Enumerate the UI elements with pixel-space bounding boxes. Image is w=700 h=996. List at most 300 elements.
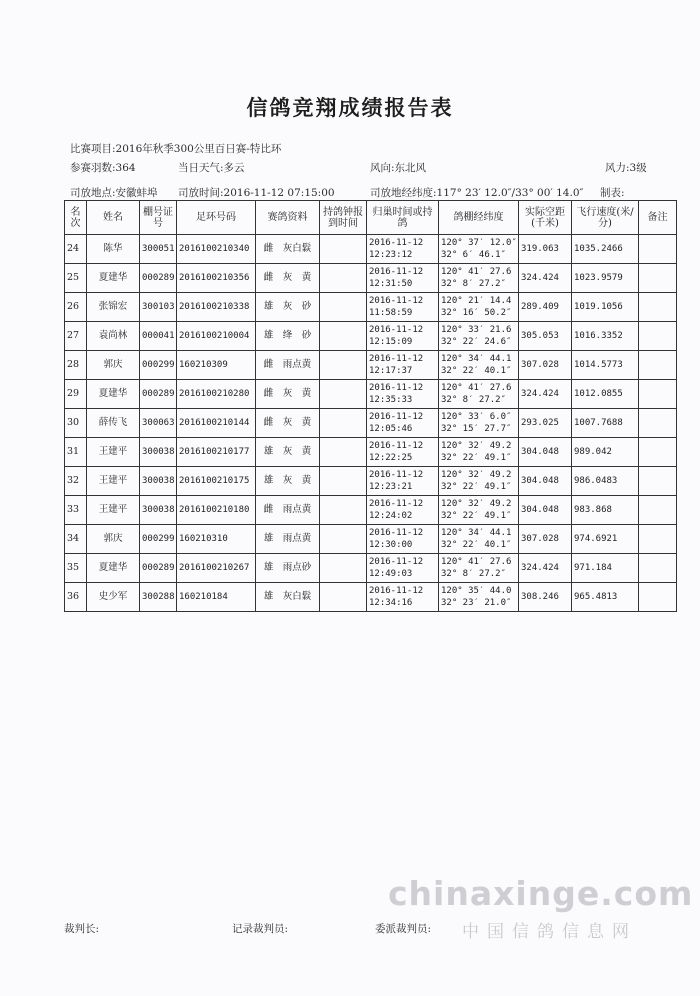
arrival-time-cell-time: 12:15:09 [369,337,413,347]
release-location: 司放地点:安徽蚌埠 [70,187,158,199]
column-header: 名次 [65,201,87,235]
column-header: 棚号证号 [140,201,177,235]
distance-cell-distance: 289.409 [521,302,559,312]
arrival-time-cell [367,351,439,380]
arrival-time-cell-date: 2016-11-12 [369,267,424,277]
loft-coordinates-cell [439,438,519,467]
rank-cell-rank: 24 [67,243,80,254]
loft-cell [140,380,177,409]
ring-cell-ring: 2016100210177 [179,447,250,457]
release-time: 司放时间:2016-11-12 07:15:00 [178,187,335,199]
speed-cell-speed: 1012.0855 [574,389,623,399]
distance-cell-distance: 307.028 [521,360,559,370]
loft-coordinates-cell-lon: 120° 35′ 44.0 [441,586,512,596]
speed-cell [572,235,639,264]
name-cell-name: 薛传飞 [98,417,128,428]
name-cell-name: 陈华 [103,243,123,254]
speed-cell [572,380,639,409]
note-cell [639,554,677,583]
arrival-time-cell-date: 2016-11-12 [369,470,424,480]
loft-coordinates-cell [439,264,519,293]
distance-cell-distance: 324.424 [521,273,559,283]
ring-cell [177,351,256,380]
table-body [65,235,677,612]
column-header: 姓名 [87,201,140,235]
clock-time-cell [320,322,367,351]
arrival-time-cell [367,293,439,322]
ring-cell [177,467,256,496]
loft-cell [140,438,177,467]
ring-cell-ring: 2016100210280 [179,389,250,399]
distance-cell [519,235,572,264]
pigeon-info-cell [256,496,320,525]
pigeon-info-cell [256,554,320,583]
arrival-time-cell [367,409,439,438]
loft-coordinates-cell [439,467,519,496]
speed-cell-speed: 1023.9579 [574,273,623,283]
arrival-time-cell [367,496,439,525]
ring-cell [177,583,256,612]
loft-coordinates-cell-lat: 32° 6′ 46.1″ [441,250,507,260]
name-cell [87,583,140,612]
ring-cell [177,554,256,583]
loft-coordinates-cell-lat: 32° 22′ 40.1″ [441,540,512,550]
pigeon-info-cell [256,322,320,351]
table-row [65,235,677,264]
wind-direction: 风向:东北风 [370,162,427,174]
ring-cell [177,293,256,322]
speed-cell [572,409,639,438]
table-row [65,351,677,380]
loft-cell-loft: 000299 [142,360,175,370]
speed-cell [572,467,639,496]
note-cell [639,467,677,496]
name-cell-name: 袁尚林 [98,330,128,341]
arrival-time-cell [367,264,439,293]
rank-cell-rank: 35 [67,562,80,573]
arrival-time-cell-date: 2016-11-12 [369,325,424,335]
loft-cell-loft: 000289 [142,563,175,573]
arrival-time-cell-time: 12:34:16 [369,598,413,608]
name-cell-name: 张锦宏 [98,301,128,312]
speed-cell [572,525,639,554]
speed-cell-speed: 983.868 [574,505,612,515]
arrival-time-cell [367,583,439,612]
pigeon-info-cell-info: 雄 绛 砂 [263,330,312,341]
arrival-time-cell-date: 2016-11-12 [369,499,424,509]
speed-cell [572,293,639,322]
loft-coordinates-cell-lon: 120° 34′ 44.1 [441,354,512,364]
loft-coordinates-cell-lon: 120° 41′ 27.6 [441,557,512,567]
loft-cell-loft: 000041 [142,331,175,341]
clock-time-cell [320,525,367,554]
pigeon-info-cell [256,351,320,380]
column-header: 备注 [639,201,677,235]
loft-cell-loft: 300051 [142,244,175,254]
ring-cell [177,380,256,409]
distance-cell [519,467,572,496]
pigeon-info-cell-info: 雌 灰 黄 [263,417,312,428]
speed-cell-speed: 1014.5773 [574,360,623,370]
speed-cell-speed: 1035.2466 [574,244,623,254]
distance-cell-distance: 293.025 [521,418,559,428]
distance-cell-distance: 324.424 [521,389,559,399]
name-cell-name: 夏建华 [98,388,128,399]
loft-cell [140,525,177,554]
arrival-time-cell-date: 2016-11-12 [369,238,424,248]
note-cell [639,351,677,380]
ring-cell-ring: 160210184 [179,592,228,602]
arrival-time-cell [367,380,439,409]
arrival-time-cell [367,438,439,467]
rank-cell-rank: 27 [67,330,80,341]
ring-cell-ring: 2016100210180 [179,505,250,515]
arrival-time-cell-time: 12:23:21 [369,482,413,492]
arrival-time-cell-time: 12:23:12 [369,250,413,260]
pigeon-info-cell-info: 雌 灰 黄 [263,388,312,399]
rank-cell-rank: 31 [67,446,80,457]
rank-cell [65,438,87,467]
loft-coordinates-cell-lat: 32° 22′ 24.6″ [441,337,512,347]
arrival-time-cell [367,554,439,583]
clock-time-cell [320,583,367,612]
note-cell [639,322,677,351]
loft-coordinates-cell-lon: 120° 37′ 12.0″ [441,238,517,248]
loft-coordinates-cell-lon: 120° 34′ 44.1 [441,528,512,538]
loft-coordinates-cell [439,554,519,583]
ring-cell [177,438,256,467]
loft-coordinates-cell [439,351,519,380]
rank-cell [65,554,87,583]
distance-cell-distance: 305.053 [521,331,559,341]
loft-coordinates-cell-lon: 120° 33′ 21.6 [441,325,512,335]
name-cell [87,409,140,438]
pigeon-info-cell-info: 雄 雨点砂 [263,562,312,573]
ring-cell-ring: 2016100210267 [179,563,250,573]
table-row [65,438,677,467]
name-cell [87,438,140,467]
name-cell [87,322,140,351]
loft-cell [140,496,177,525]
column-header: 赛鸽资料 [256,201,320,235]
loft-cell [140,293,177,322]
note-cell [639,235,677,264]
report-title: 信鸽竞翔成绩报告表 [246,95,454,120]
loft-coordinates-cell-lon: 120° 33′ 6.0″ [441,412,512,422]
clock-time-cell [320,293,367,322]
loft-coordinates-cell [439,496,519,525]
wind-force: 风力:3级 [605,162,647,174]
ring-cell [177,525,256,554]
loft-cell [140,554,177,583]
loft-coordinates-cell-lat: 32° 22′ 49.1″ [441,511,512,521]
table-row [65,322,677,351]
loft-cell-loft: 300288 [142,592,175,602]
column-header: 鸽棚经纬度 [439,201,519,235]
referee-signature-label: 裁判长: [64,923,100,935]
loft-cell [140,235,177,264]
pigeon-info-cell-info: 雄 灰 黄 [263,446,312,457]
pigeon-info-cell-info: 雄 灰 砂 [263,301,312,312]
name-cell [87,264,140,293]
note-cell [639,293,677,322]
clock-time-cell [320,264,367,293]
distance-cell [519,496,572,525]
arrival-time-cell-date: 2016-11-12 [369,296,424,306]
ring-cell-ring: 2016100210175 [179,476,250,486]
column-header: 持鸽钟报到时间 [320,201,367,235]
name-cell [87,380,140,409]
rank-cell-rank: 32 [67,475,80,486]
loft-cell [140,467,177,496]
clock-time-cell [320,409,367,438]
arrival-time-cell-time: 12:22:25 [369,453,413,463]
ring-cell-ring: 160210309 [179,360,228,370]
distance-cell [519,583,572,612]
table-header-row [65,201,677,235]
clock-time-cell [320,351,367,380]
table-row [65,409,677,438]
rank-cell [65,264,87,293]
speed-cell [572,322,639,351]
name-cell-name: 王建平 [98,475,128,486]
note-cell [639,409,677,438]
name-cell [87,293,140,322]
arrival-time-cell-date: 2016-11-12 [369,441,424,451]
name-cell-name: 夏建华 [98,272,128,283]
arrival-time-cell-time: 12:24:02 [369,511,413,521]
loft-coordinates-cell-lon: 120° 32′ 49.2 [441,499,512,509]
rank-cell-rank: 36 [67,591,80,602]
ring-cell [177,264,256,293]
table-row [65,264,677,293]
pigeon-info-cell [256,525,320,554]
pigeon-info-cell [256,409,320,438]
name-cell [87,351,140,380]
distance-cell-distance: 304.048 [521,476,559,486]
ring-cell-ring: 2016100210144 [179,418,250,428]
rank-cell [65,583,87,612]
distance-cell-distance: 307.028 [521,534,559,544]
loft-coordinates-cell-lon: 120° 32′ 49.2 [441,441,512,451]
pigeon-info-cell [256,380,320,409]
rank-cell [65,409,87,438]
arrival-time-cell-time: 12:30:00 [369,540,413,550]
watermark-site-name: 中国信鸽信息网 [462,922,637,942]
arrival-time-cell-date: 2016-11-12 [369,412,424,422]
distance-cell [519,409,572,438]
rank-cell [65,351,87,380]
ring-cell [177,322,256,351]
name-cell-name: 王建平 [98,446,128,457]
arrival-time-cell-date: 2016-11-12 [369,354,424,364]
arrival-time-cell-time: 11:58:59 [369,308,413,318]
arrival-time-cell-time: 12:31:50 [369,279,413,289]
rank-cell [65,496,87,525]
column-header: 飞行速度(米/分) [572,201,639,235]
loft-coordinates-cell-lat: 32° 22′ 49.1″ [441,482,512,492]
speed-cell [572,583,639,612]
speed-cell [572,496,639,525]
distance-cell-distance: 308.246 [521,592,559,602]
table-row [65,293,677,322]
arrival-time-cell-date: 2016-11-12 [369,557,424,567]
arrival-time-cell-date: 2016-11-12 [369,586,424,596]
speed-cell-speed: 986.0483 [574,476,618,486]
ring-cell [177,496,256,525]
speed-cell-speed: 974.6921 [574,534,618,544]
table-row [65,525,677,554]
clock-time-cell [320,438,367,467]
loft-cell-loft: 000289 [142,273,175,283]
pigeon-info-cell [256,264,320,293]
distance-cell-distance: 319.063 [521,244,559,254]
pigeon-info-cell-info: 雌 灰白鬏 [263,243,312,254]
arrival-time-cell-time: 12:35:33 [369,395,413,405]
arrival-time-cell-date: 2016-11-12 [369,383,424,393]
speed-cell-speed: 971.184 [574,563,612,573]
ring-cell [177,409,256,438]
table-row [65,496,677,525]
loft-cell-loft: 300063 [142,418,175,428]
clock-time-cell [320,235,367,264]
loft-coordinates-cell-lon: 120° 32′ 49.2 [441,470,512,480]
clock-time-cell [320,496,367,525]
watermark-domain: chinaxinge.com [388,874,694,913]
ring-cell-ring: 2016100210340 [179,244,250,254]
speed-cell-speed: 1016.3352 [574,331,623,341]
event-name: 比赛项目:2016年秋季300公里百日赛-特比环 [70,143,282,155]
distance-cell [519,525,572,554]
loft-coordinates-cell-lon: 120° 41′ 27.6 [441,383,512,393]
weather: 当日天气:多云 [178,162,245,174]
clock-time-cell [320,380,367,409]
loft-cell [140,409,177,438]
name-cell-name: 郭庆 [103,359,123,370]
column-header: 足环号码 [177,201,256,235]
loft-coordinates-cell [439,525,519,554]
loft-coordinates-cell-lon: 120° 41′ 27.6 [441,267,512,277]
rank-cell [65,525,87,554]
participants-count: 参赛羽数:364 [70,162,136,174]
compiled-by: 制表: [600,187,625,199]
loft-coordinates-cell-lat: 32° 8′ 27.2″ [441,279,507,289]
name-cell-name: 郭庆 [103,533,123,544]
note-cell [639,264,677,293]
loft-coordinates-cell-lat: 32° 8′ 27.2″ [441,569,507,579]
table-row [65,380,677,409]
speed-cell [572,351,639,380]
rank-cell-rank: 29 [67,388,80,399]
recorder-signature-label: 记录裁判员: [232,923,289,935]
loft-coordinates-cell [439,293,519,322]
note-cell [639,496,677,525]
rank-cell-rank: 30 [67,417,80,428]
loft-coordinates-cell-lat: 32° 23′ 21.0″ [441,598,512,608]
pigeon-info-cell [256,235,320,264]
rank-cell-rank: 25 [67,272,80,283]
rank-cell-rank: 33 [67,504,80,515]
loft-cell [140,583,177,612]
pigeon-info-cell-info: 雌 雨点黄 [263,504,312,515]
ring-cell-ring: 2016100210004 [179,331,250,341]
speed-cell-speed: 1007.7688 [574,418,623,428]
pigeon-info-cell-info: 雌 雨点黄 [263,359,312,370]
loft-coordinates-cell [439,235,519,264]
arrival-time-cell-date: 2016-11-12 [369,528,424,538]
arrival-time-cell-time: 12:05:46 [369,424,413,434]
supervisor-signature-label: 委派裁判员: [375,923,432,935]
loft-coordinates-cell-lat: 32° 22′ 40.1″ [441,366,512,376]
table-row [65,467,677,496]
distance-cell [519,293,572,322]
table-row [65,554,677,583]
speed-cell [572,438,639,467]
loft-cell [140,264,177,293]
table-row [65,583,677,612]
distance-cell [519,380,572,409]
distance-cell [519,438,572,467]
loft-coordinates-cell-lat: 32° 15′ 27.7″ [441,424,512,434]
arrival-time-cell-time: 12:17:37 [369,366,413,376]
rank-cell [65,293,87,322]
name-cell [87,554,140,583]
loft-cell-loft: 300103 [142,302,175,312]
loft-cell-loft: 300038 [142,447,175,457]
distance-cell-distance: 324.424 [521,563,559,573]
distance-cell [519,554,572,583]
loft-coordinates-cell-lon: 120° 21′ 14.4 [441,296,512,306]
column-header: 实际空距(千米) [519,201,572,235]
name-cell [87,525,140,554]
results-table [64,200,677,612]
loft-coordinates-cell [439,409,519,438]
rank-cell [65,322,87,351]
pigeon-info-cell-info: 雄 雨点黄 [263,533,312,544]
arrival-time-cell-time: 12:49:03 [369,569,413,579]
loft-cell-loft: 000289 [142,389,175,399]
loft-coordinates-cell [439,583,519,612]
loft-cell [140,351,177,380]
loft-cell-loft: 300038 [142,476,175,486]
distance-cell [519,351,572,380]
clock-time-cell [320,554,367,583]
rank-cell-rank: 34 [67,533,80,544]
name-cell-name: 王建平 [98,504,128,515]
rank-cell-rank: 26 [67,301,80,312]
loft-coordinates-cell [439,380,519,409]
speed-cell-speed: 965.4813 [574,592,618,602]
rank-cell [65,380,87,409]
distance-cell [519,264,572,293]
note-cell [639,525,677,554]
column-header: 归巢时间或持鸽 [367,201,439,235]
pigeon-info-cell [256,467,320,496]
pigeon-info-cell-info: 雌 灰 黄 [263,272,312,283]
loft-cell-loft: 300038 [142,505,175,515]
speed-cell-speed: 989.042 [574,447,612,457]
release-coordinates: 司放地经纬度:117° 23′ 12.0″/33° 00′ 14.0″ [370,187,584,199]
note-cell [639,380,677,409]
loft-coordinates-cell-lat: 32° 16′ 50.2″ [441,308,512,318]
name-cell-name: 夏建华 [98,562,128,573]
speed-cell-speed: 1019.1056 [574,302,623,312]
arrival-time-cell [367,322,439,351]
arrival-time-cell [367,235,439,264]
name-cell-name: 史少军 [98,591,128,602]
distance-cell-distance: 304.048 [521,505,559,515]
arrival-time-cell [367,525,439,554]
